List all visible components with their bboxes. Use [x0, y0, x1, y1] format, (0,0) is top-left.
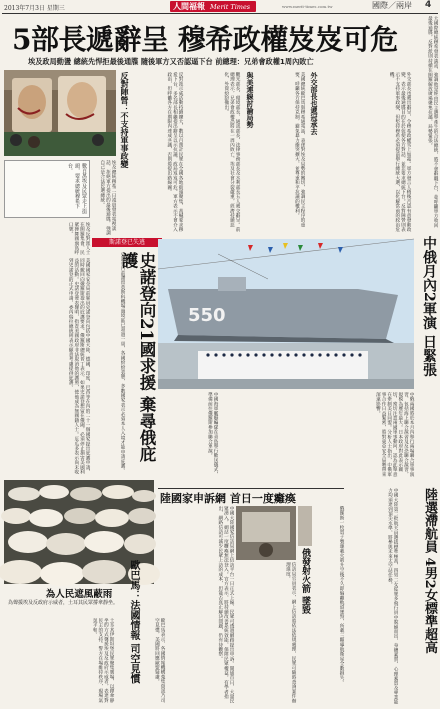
bottom-left-text: 土耳其伊斯坦堡民眾聚集廣場，以撐傘靜坐的方式聲援埃及反政府示威者，表達對民主的支持。警方在場維持秩序，現場氣氛平和。 [92, 618, 114, 703]
side-head-foreign-minister: 外交部長也遞冠承去 [310, 72, 319, 135]
umbrella-caption-title: 為人民遮風蔽雨 [45, 589, 113, 600]
protest-caption-box [4, 160, 90, 218]
masthead [0, 0, 440, 13]
paper-logo [170, 1, 256, 12]
side-head-opposition: 反對陣營：不支持軍事政變 [120, 72, 130, 168]
bottom-body: 歐巴馬表示，各國情報機構蒐集資訊乃司空見慣，美國將回應歐盟疑慮。 [154, 618, 165, 703]
paper-name: 人間福報 [173, 1, 205, 11]
left-short-col: 埃及反對派人士在開羅集會，民眾揮舞國旗高呼口號。 [68, 222, 90, 255]
spacecraft-headline: 陸選滯航員 4男2女標準超高 [422, 488, 437, 654]
warship-photo [158, 239, 414, 389]
page-number: 4 [425, 0, 432, 10]
side-head-us-call: 與美連線討論局勢 [246, 72, 255, 128]
military-caption: 中國海軍艦艇編隊在青島舉行歡送儀式，準備前往俄羅斯參加聯合軍演。 [207, 392, 218, 477]
lead-body-col-3: 觀光部長、環境部長、通訊部長、法律事務部長及水利部長五人遞交辭呈。前總理表示，兄弟會政權恐將在一周內敗亡，埃及社會分裂嚴重，經濟持續惡化，外資紛紛撤出。 [223, 72, 240, 232]
petition-photo [236, 506, 296, 560]
lead-headline: 5部長遞辭呈 穆希政權岌岌可危 [12, 23, 398, 56]
rocket-body: 俄羅斯一枚質子號運載火箭升空後不久即偏離軌道墜毀，所載三顆導航衛星全數損失。 [339, 506, 344, 685]
lead-body-col-4: 美國總統歐巴馬與穆希通電話，表達對埃及局勢的關切，強調民主程序的重要，呼籲各方保持克制，避免暴力衝突擴大，並尊重和平抗議的權利。 [294, 72, 305, 228]
petition-headline: 陸國家申訴網 首日一度癱瘓 [160, 492, 296, 505]
rocket-headline: 俄發射火箭 墜毀 [300, 548, 310, 615]
lead-body-col-5: 外交部長也遞出辭呈，令穆希政權雪上加霜。軍方發言人稍後否認有意發動政變，表示最後通牒目的在於促使各方對話，並非要求總統下台。反對陣營則表示不支持軍事政變，但堅持穆希必須提前舉行總統大選，以化解當前的政治危機。 [389, 72, 411, 232]
bottom-headline: 歐巴馬：法國情報 司空見慣 [128, 560, 139, 684]
protest-photo [4, 70, 116, 156]
snowden-headline: 史諾登向21國求援 棄尋俄庇護 [119, 252, 156, 463]
protest-caption: 數百萬埃及民眾走上街頭，要求總統穆希下台。 [67, 163, 87, 214]
military-headline: 中俄月內2軍演 日緊張 [421, 236, 437, 377]
petition-top-rule [158, 488, 344, 489]
snowden-kicker-label: 斯諾登已失逃 [108, 239, 145, 246]
issue-date: 2013年7月3日 星期三 [4, 5, 65, 12]
website-url: www.merit-times.com.tw [282, 4, 333, 9]
petition-body-2: 信訪局官員表示，網上信訪將依法依規處理，民眾可隨時查詢案件辦理進度。 [285, 562, 296, 703]
umbrella-caption: 為聲援埃及反政府示威者，土耳其民眾撐傘靜坐。 [8, 600, 119, 606]
snowden-kicker [92, 238, 162, 247]
lead-subhead: 埃及政局動盪 總統先悍拒最後通牒 隨後軍方又否認逼下台 前總理：兄弟會政權1周內敗亡 [28, 57, 314, 66]
rocket-photo [298, 506, 312, 546]
military-body: 中俄兩國將於本月內舉行兩場聯合軍事演習，包括海上聯合演習及反恐聯合演習，規模為歷年最大。日本政府對此表示關切，密切注意兩國軍事動向，認為此舉意在牽制美日同盟。分析人士指出，中俄軍事合作日益緊密，將對東亞安全局勢帶來深遠影響。 [375, 392, 414, 477]
snowden-body-left: 美國國家安全局前雇員史諾登向包括中國大陸、德國、印度、巴西等在內的二十一個國家提出庇護申請，同時撤回向俄羅斯提出的庇護要求。俄羅斯總統普丁表示，如果史諾登想留在俄國，必須停止損害美國利益的活動。史諾登發表聲明，指責美國政府非法取消他的護照，使他成為無國籍人士。厄瓜多表示尚未收到史諾登的正式申請，委內瑞拉總統則表示願意考慮提供庇護。 [68, 258, 90, 475]
paper-english-name: Merit Times [210, 2, 251, 11]
lead-body-col-1: 埃及總統穆希二日凌晨發表電視談話，拒絕軍方提出的最後通牒，強調自己是合法民選總統。 [99, 160, 116, 236]
right-column-text: 大國際總統穆希發表談話，強調他是經由民主選舉產生的合法總統，將不會辭職下台，並呼籲軍方收回最後通牒，反對派則持續在開羅解放廣場聚集抗議，局勢緊張。 [427, 16, 438, 228]
lead-body-col-2: 反對派示威活動持續擴大，數以百萬計民眾在全國各地街頭聚集，高喊要求穆希下台，多名部長相繼提出辭呈以示抗議，政局岌岌可危。軍方表示不會介入政治，但呼籲各方在期限內達成共識，否則將提出路線圖。 [166, 72, 183, 232]
snowden-body-right: 史諾登目前滯留莫斯科機場過境區已超過一周，各國紛紛表態，多數國家表示必須本人入境才能申請庇護。 [120, 252, 125, 473]
masthead-rule [2, 13, 438, 14]
spacecraft-body: 中國大陸第二批航天員選拔標準極高，四男二女從眾多飛行員中脫穎而出，身體素質、心理素質及專業能力均須達到頂尖水準，將參與未來太空站任務。 [387, 488, 398, 705]
petition-body-1: 中國大陸國家信訪局網上信訪平台一日正式上線，民眾可透過網路提出申訴。開通首日，大量民眾湧入，網站一度癱瘓無法登入。官方表示，將持續改善系統效能，保障民眾權益。有學者指出，網路信訪可減少民眾上訪的成本，但能否真正解決問題，仍有待觀察。 [217, 506, 234, 704]
section-label: 國際／兩岸 [372, 1, 412, 10]
ship-hull-number: 550 [188, 305, 226, 326]
